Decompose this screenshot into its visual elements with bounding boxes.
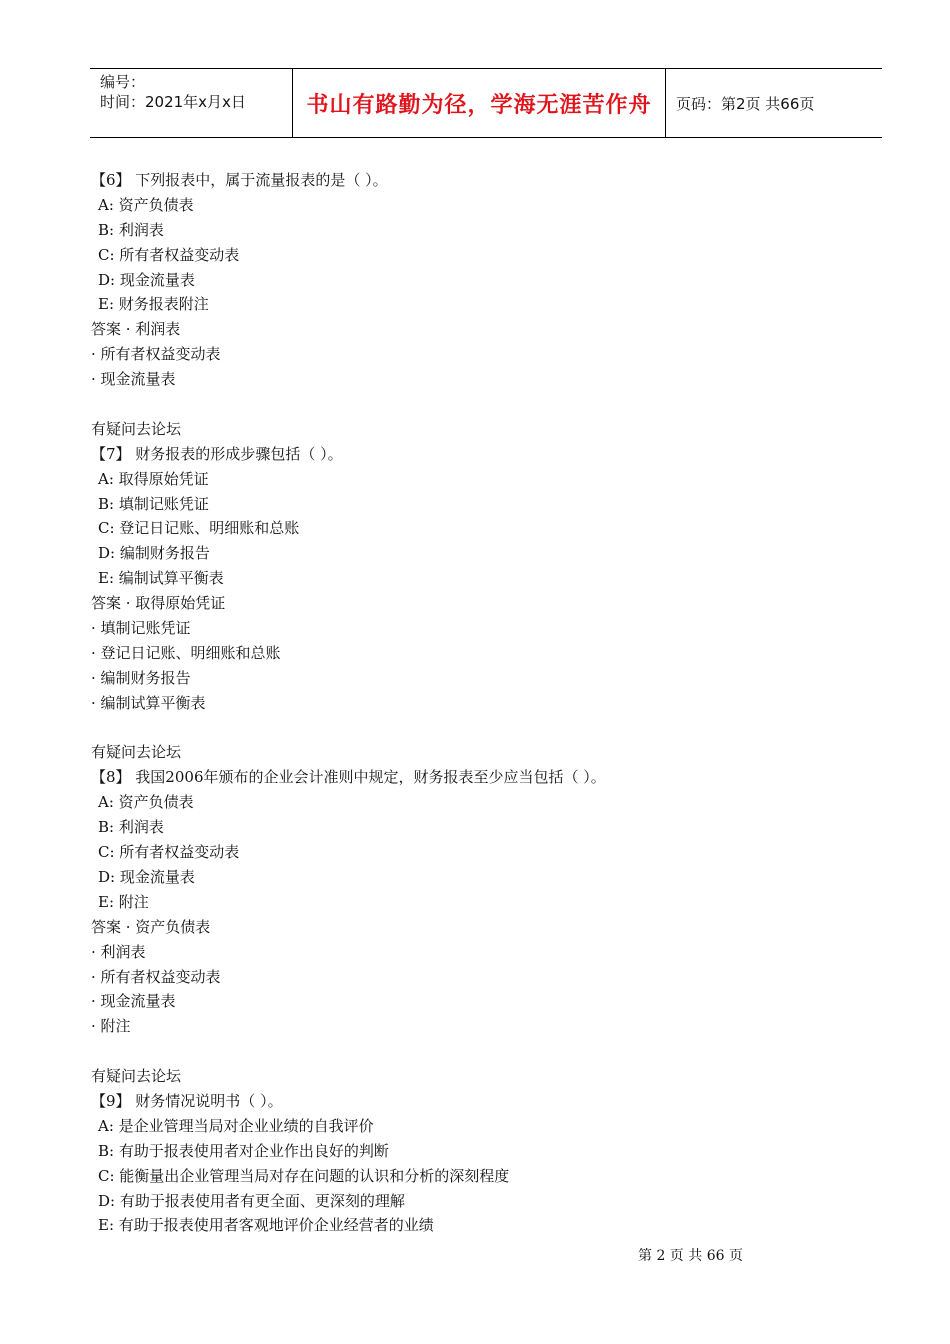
option-e: E: 附注	[98, 892, 149, 911]
header-left-cell	[90, 69, 293, 137]
option-c: C: 所有者权益变动表	[98, 843, 240, 862]
question-title: 【7】 财务报表的形成步骤包括（ ）。	[91, 444, 343, 463]
option-a: A: 资产负债表	[98, 793, 194, 812]
answer-item: · 编制财务报告	[91, 668, 191, 687]
answer-item: · 附注	[91, 1017, 131, 1036]
page-footer: 第 2 页 共 66 页	[638, 1248, 743, 1264]
answer-line: 答案 · 利润表	[91, 320, 181, 339]
option-b: B: 填制记账凭证	[98, 494, 209, 513]
option-c: C: 所有者权益变动表	[98, 245, 240, 264]
option-a: A: 资产负债表	[98, 195, 194, 214]
forum-link[interactable]: 有疑问去论坛	[91, 419, 182, 438]
page-header	[90, 68, 882, 138]
forum-link[interactable]: 有疑问去论坛	[91, 743, 182, 762]
answer-item: · 编制试算平衡表	[91, 693, 206, 712]
header-page-cell	[666, 69, 892, 137]
option-e: E: 财务报表附注	[98, 295, 209, 314]
option-d: D: 现金流量表	[98, 867, 195, 886]
answer-item: · 所有者权益变动表	[91, 967, 221, 986]
option-b: B: 有助于报表使用者对企业作出良好的判断	[98, 1141, 389, 1160]
answer-item: · 所有者权益变动表	[91, 345, 221, 364]
answer-item: · 登记日记账、明细账和总账	[91, 643, 281, 662]
option-c: C: 能衡量出企业管理当局对存在问题的认识和分析的深刻程度	[98, 1166, 510, 1185]
option-a: A: 是企业管理当局对企业业绩的自我评价	[98, 1116, 374, 1135]
time-label: 时间：2021年x月x日	[100, 93, 246, 111]
question-list	[91, 168, 871, 1238]
answer-item: · 填制记账凭证	[91, 619, 191, 638]
question-title: 【6】 下列报表中，属于流量报表的是（ ）。	[91, 171, 388, 189]
option-b: B: 利润表	[98, 818, 164, 837]
option-d: D: 有助于报表使用者有更全面、更深刻的理解	[98, 1191, 405, 1210]
option-d: D: 编制财务报告	[98, 544, 210, 563]
answer-item: · 利润表	[91, 942, 146, 961]
header-motto-cell	[293, 69, 666, 137]
question-title: 【9】 财务情况说明书（ ）。	[91, 1091, 283, 1110]
option-b: B: 利润表	[98, 220, 164, 239]
option-e: E: 有助于报表使用者客观地评价企业经营者的业绩	[98, 1216, 434, 1235]
option-a: A: 取得原始凭证	[98, 469, 209, 488]
option-c: C: 登记日记账、明细账和总账	[98, 519, 300, 538]
page-label: 页码：第2页 共66页	[676, 94, 815, 113]
code-label: 编号：	[100, 73, 146, 91]
forum-link[interactable]: 有疑问去论坛	[91, 1067, 182, 1086]
answer-line: 答案 · 取得原始凭证	[91, 594, 226, 613]
option-e: E: 编制试算平衡表	[98, 569, 224, 588]
question-title: 【8】 我国2006年颁布的企业会计准则中规定，财务报表至少应当包括（ ）。	[91, 768, 606, 787]
motto-text: 书山有路勤为径，学海无涯苦作舟	[306, 91, 652, 118]
answer-item: · 现金流量表	[91, 370, 176, 389]
answer-item: · 现金流量表	[91, 992, 176, 1011]
answer-line: 答案 · 资产负债表	[91, 917, 211, 936]
option-d: D: 现金流量表	[98, 270, 195, 289]
